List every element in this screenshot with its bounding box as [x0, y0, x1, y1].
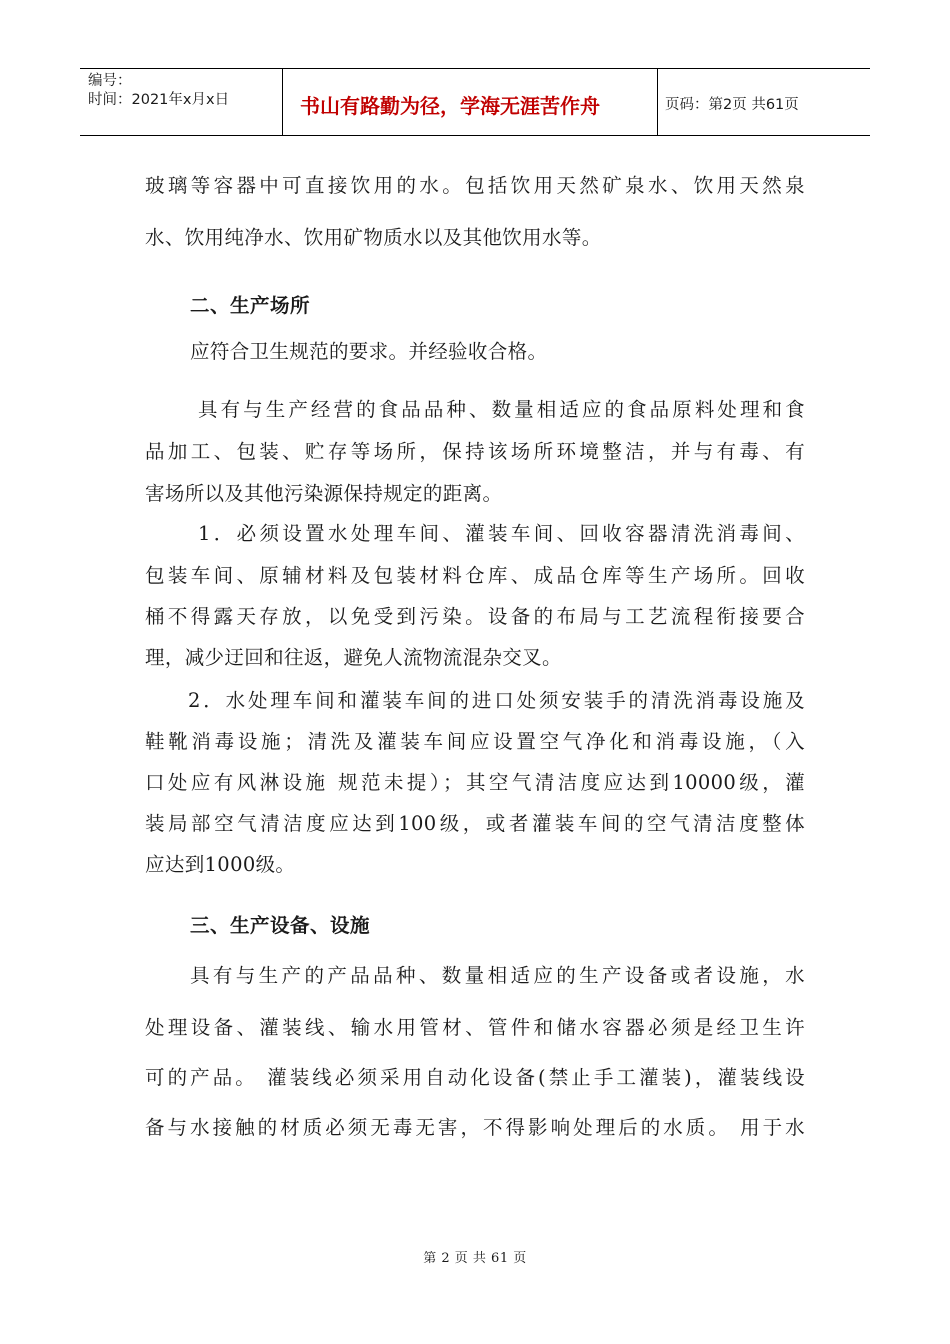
- document-number-label: 编号：: [88, 73, 132, 89]
- paragraph-line: 2．水处理车间和灌装车间的进口处须安装手的清洗消毒设施及: [188, 689, 805, 712]
- paragraph-line: 应符合卫生规范的要求。并经验收合格。: [190, 340, 548, 363]
- paragraph-line: 处理设备、灌装线、输水用管材、管件和储水容器必须是经卫生许: [145, 1016, 805, 1039]
- paragraph-line: 理，减少迂回和往返，避免人流物流混杂交叉。: [145, 646, 562, 669]
- section-heading-production-site: 二、生产场所: [190, 294, 311, 317]
- paragraph-line: 水、饮用纯净水、饮用矿物质水以及其他饮用水等。: [145, 226, 602, 249]
- paragraph-line: 包装车间、原辅材料及包装材料仓库、成品仓库等生产场所。回收: [145, 564, 805, 587]
- paragraph-line: 1．必须设置水处理车间、灌装车间、回收容器清洗消毒间、: [198, 522, 805, 545]
- page-header: [80, 68, 870, 136]
- header-page-info: 页码：第2页 共61页: [665, 96, 799, 113]
- paragraph-line: 具有与生产经营的食品品种、数量相适应的食品原料处理和食: [198, 398, 805, 421]
- paragraph-line: 具有与生产的产品品种、数量相适应的生产设备或者设施，水: [190, 964, 805, 987]
- header-meta-cell: [80, 69, 283, 135]
- document-date-label: 时间：2021年x月x日: [88, 92, 230, 108]
- paragraph-line: 可的产品。 灌装线必须采用自动化设备(禁止手工灌装)，灌装线设: [145, 1066, 805, 1089]
- paragraph-line: 装局部空气清洁度应达到100级，或者灌装车间的空气清洁度整体: [145, 812, 805, 835]
- paragraph-line: 备与水接触的材质必须无毒无害，不得影响处理后的水质。 用于水: [145, 1116, 805, 1139]
- paragraph-line: 应达到1000级。: [145, 853, 296, 876]
- paragraph-line: 品加工、包装、贮存等场所，保持该场所环境整洁，并与有毒、有: [145, 440, 805, 463]
- paragraph-line: 鞋靴消毒设施；清洗及灌装车间应设置空气净化和消毒设施，（入: [145, 730, 805, 753]
- section-heading-equipment: 三、生产设备、设施: [190, 914, 371, 937]
- paragraph-line: 害场所以及其他污染源保持规定的距离。: [145, 482, 503, 505]
- paragraph-line: 玻璃等容器中可直接饮用的水。包括饮用天然矿泉水、饮用天然泉: [145, 174, 805, 197]
- paragraph-line: 桶不得露天存放，以免受到污染。设备的布局与工艺流程衔接要合: [145, 605, 805, 628]
- page-footer: 第 2 页 共 61 页: [423, 1251, 527, 1266]
- paragraph-line: 口处应有风淋设施 规范未提）；其空气清洁度应达到10000级，灌: [145, 771, 805, 794]
- header-motto: 书山有路勤为径，学海无涯苦作舟: [283, 69, 658, 135]
